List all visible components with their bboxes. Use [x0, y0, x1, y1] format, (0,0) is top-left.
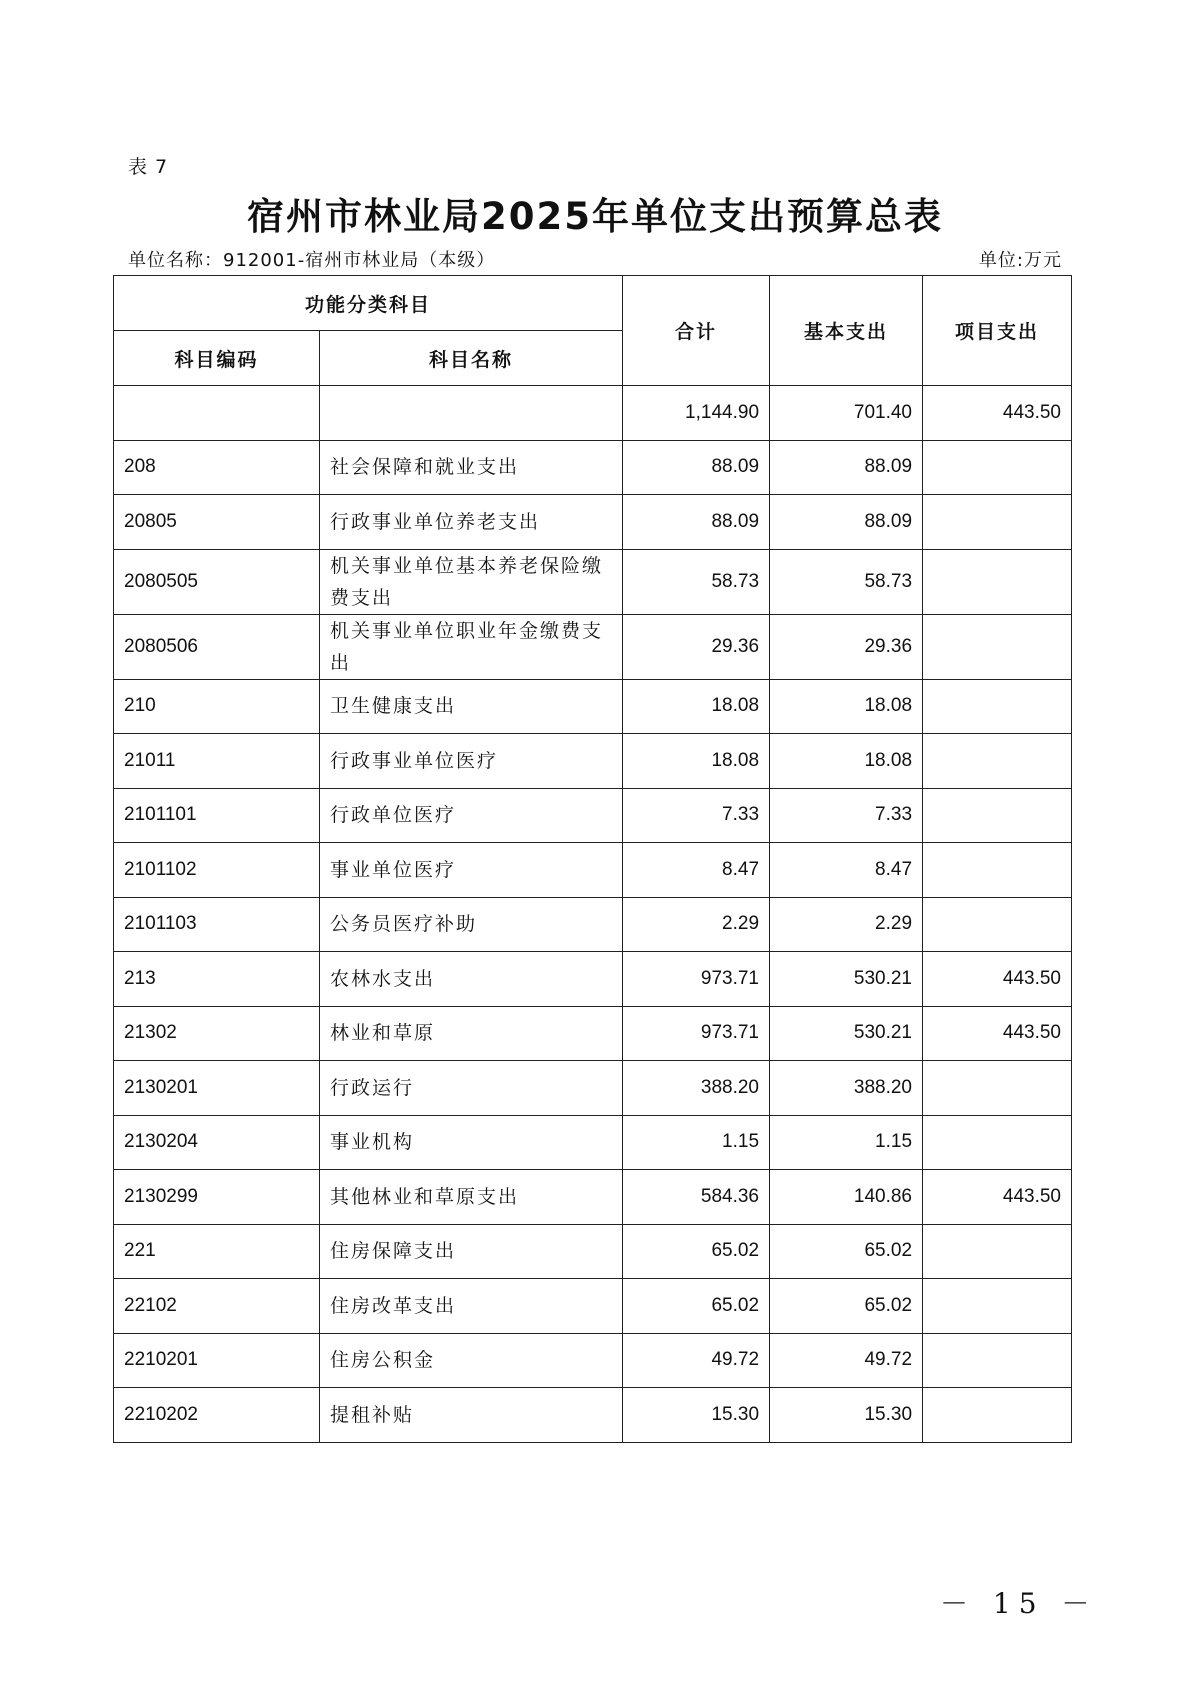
project-expense-cell	[923, 440, 1072, 495]
total-cell: 973.71	[623, 952, 770, 1007]
subject-code-cell: 2130299	[114, 1170, 320, 1225]
project-expense-cell	[923, 1224, 1072, 1279]
project-expense-cell	[923, 1333, 1072, 1388]
column-group-header: 功能分类科目	[114, 276, 623, 331]
project-expense-cell	[923, 734, 1072, 789]
basic-expense-cell: 530.21	[770, 1006, 923, 1061]
total-cell: 29.36	[623, 614, 770, 679]
project-expense-cell	[923, 897, 1072, 952]
subject-name-cell: 行政事业单位医疗	[320, 734, 623, 789]
table-row	[114, 734, 1072, 789]
total-cell: 88.09	[623, 440, 770, 495]
table-row	[114, 679, 1072, 734]
subject-code-cell: 2210201	[114, 1333, 320, 1388]
table-row	[114, 952, 1072, 1007]
project-expense-cell	[923, 679, 1072, 734]
table-row	[114, 440, 1072, 495]
total-cell: 88.09	[623, 495, 770, 550]
project-expense-cell: 443.50	[923, 1170, 1072, 1225]
subject-code-cell: 208	[114, 440, 320, 495]
subject-code-cell: 2130201	[114, 1061, 320, 1116]
total-cell: 18.08	[623, 679, 770, 734]
subject-name-cell: 公务员医疗补助	[320, 897, 623, 952]
subject-code-cell: 221	[114, 1224, 320, 1279]
subject-code-cell: 2101102	[114, 843, 320, 898]
unit-name: 单位名称：912001-宿州市林业局（本级）	[128, 250, 496, 271]
table-row	[114, 614, 1072, 679]
basic-expense-cell: 65.02	[770, 1279, 923, 1334]
basic-expense-cell: 7.33	[770, 788, 923, 843]
project-expense-cell	[923, 843, 1072, 898]
basic-expense-cell: 18.08	[770, 734, 923, 789]
basic-expense-cell: 58.73	[770, 549, 923, 614]
basic-expense-cell: 1.15	[770, 1115, 923, 1170]
subject-name-cell: 住房保障支出	[320, 1224, 623, 1279]
table-header-row	[114, 276, 1072, 331]
basic-expense-cell: 65.02	[770, 1224, 923, 1279]
subject-name-cell: 提租补贴	[320, 1388, 623, 1443]
subject-name-cell: 行政单位医疗	[320, 788, 623, 843]
basic-expense-cell: 8.47	[770, 843, 923, 898]
project-expense-cell	[923, 614, 1072, 679]
total-cell: 18.08	[623, 734, 770, 789]
total-cell: 49.72	[623, 1333, 770, 1388]
basic-expense-cell: 701.40	[770, 386, 923, 441]
table-row	[114, 549, 1072, 614]
subject-name-cell: 其他林业和草原支出	[320, 1170, 623, 1225]
total-cell: 65.02	[623, 1224, 770, 1279]
column-header-project: 项目支出	[923, 276, 1072, 386]
basic-expense-cell: 88.09	[770, 495, 923, 550]
table-row	[114, 386, 1072, 441]
subject-name-cell: 机关事业单位职业年金缴费支出	[320, 614, 623, 679]
page-number: － 15 －	[940, 1587, 1098, 1620]
table-row	[114, 897, 1072, 952]
subject-code-cell	[114, 386, 320, 441]
project-expense-cell	[923, 549, 1072, 614]
project-expense-cell	[923, 788, 1072, 843]
subject-code-cell: 21011	[114, 734, 320, 789]
table-row	[114, 495, 1072, 550]
total-cell: 8.47	[623, 843, 770, 898]
project-expense-cell	[923, 1388, 1072, 1443]
project-expense-cell	[923, 1061, 1072, 1116]
basic-expense-cell: 2.29	[770, 897, 923, 952]
table-row	[114, 1061, 1072, 1116]
subject-name-cell: 事业机构	[320, 1115, 623, 1170]
table-label: 表 7	[128, 156, 169, 178]
subject-name-cell: 卫生健康支出	[320, 679, 623, 734]
total-cell: 58.73	[623, 549, 770, 614]
table-row	[114, 1115, 1072, 1170]
page-title: 宿州市林业局2025年单位支出预算总表	[247, 195, 943, 238]
table-row	[114, 843, 1072, 898]
table-row	[114, 1333, 1072, 1388]
subject-name-cell: 社会保障和就业支出	[320, 440, 623, 495]
subject-name-cell: 住房公积金	[320, 1333, 623, 1388]
total-cell: 2.29	[623, 897, 770, 952]
subject-name-cell: 住房改革支出	[320, 1279, 623, 1334]
subject-code-cell: 20805	[114, 495, 320, 550]
column-header-total: 合计	[623, 276, 770, 386]
subject-code-cell: 2080506	[114, 614, 320, 679]
total-cell: 65.02	[623, 1279, 770, 1334]
total-cell: 584.36	[623, 1170, 770, 1225]
column-header-basic: 基本支出	[770, 276, 923, 386]
total-cell: 1.15	[623, 1115, 770, 1170]
basic-expense-cell: 15.30	[770, 1388, 923, 1443]
project-expense-cell: 443.50	[923, 1006, 1072, 1061]
total-cell: 388.20	[623, 1061, 770, 1116]
subject-code-cell: 210	[114, 679, 320, 734]
subject-name-cell: 行政运行	[320, 1061, 623, 1116]
project-expense-cell	[923, 1279, 1072, 1334]
subject-name-cell: 林业和草原	[320, 1006, 623, 1061]
total-cell: 1,144.90	[623, 386, 770, 441]
basic-expense-cell: 88.09	[770, 440, 923, 495]
basic-expense-cell: 49.72	[770, 1333, 923, 1388]
currency-unit-label: 单位:万元	[978, 250, 1062, 271]
column-header-code: 科目编码	[114, 331, 320, 386]
basic-expense-cell: 18.08	[770, 679, 923, 734]
subject-code-cell: 21302	[114, 1006, 320, 1061]
basic-expense-cell: 140.86	[770, 1170, 923, 1225]
table-row	[114, 788, 1072, 843]
basic-expense-cell: 388.20	[770, 1061, 923, 1116]
budget-table	[113, 275, 1072, 1443]
subject-name-cell: 机关事业单位基本养老保险缴费支出	[320, 549, 623, 614]
column-header-name: 科目名称	[320, 331, 623, 386]
subject-code-cell: 2080505	[114, 549, 320, 614]
project-expense-cell	[923, 1115, 1072, 1170]
subject-name-cell: 农林水支出	[320, 952, 623, 1007]
total-cell: 7.33	[623, 788, 770, 843]
basic-expense-cell: 530.21	[770, 952, 923, 1007]
table-row	[114, 1170, 1072, 1225]
table-row	[114, 1279, 1072, 1334]
subject-code-cell: 22102	[114, 1279, 320, 1334]
project-expense-cell: 443.50	[923, 386, 1072, 441]
basic-expense-cell: 29.36	[770, 614, 923, 679]
subject-code-cell: 2101101	[114, 788, 320, 843]
table-row	[114, 1006, 1072, 1061]
subject-code-cell: 2130204	[114, 1115, 320, 1170]
project-expense-cell: 443.50	[923, 952, 1072, 1007]
table-row	[114, 1388, 1072, 1443]
total-cell: 15.30	[623, 1388, 770, 1443]
subject-code-cell: 2101103	[114, 897, 320, 952]
subject-name-cell	[320, 386, 623, 441]
subject-name-cell: 事业单位医疗	[320, 843, 623, 898]
total-cell: 973.71	[623, 1006, 770, 1061]
project-expense-cell	[923, 495, 1072, 550]
subject-code-cell: 213	[114, 952, 320, 1007]
table-row	[114, 1224, 1072, 1279]
subject-name-cell: 行政事业单位养老支出	[320, 495, 623, 550]
subject-code-cell: 2210202	[114, 1388, 320, 1443]
